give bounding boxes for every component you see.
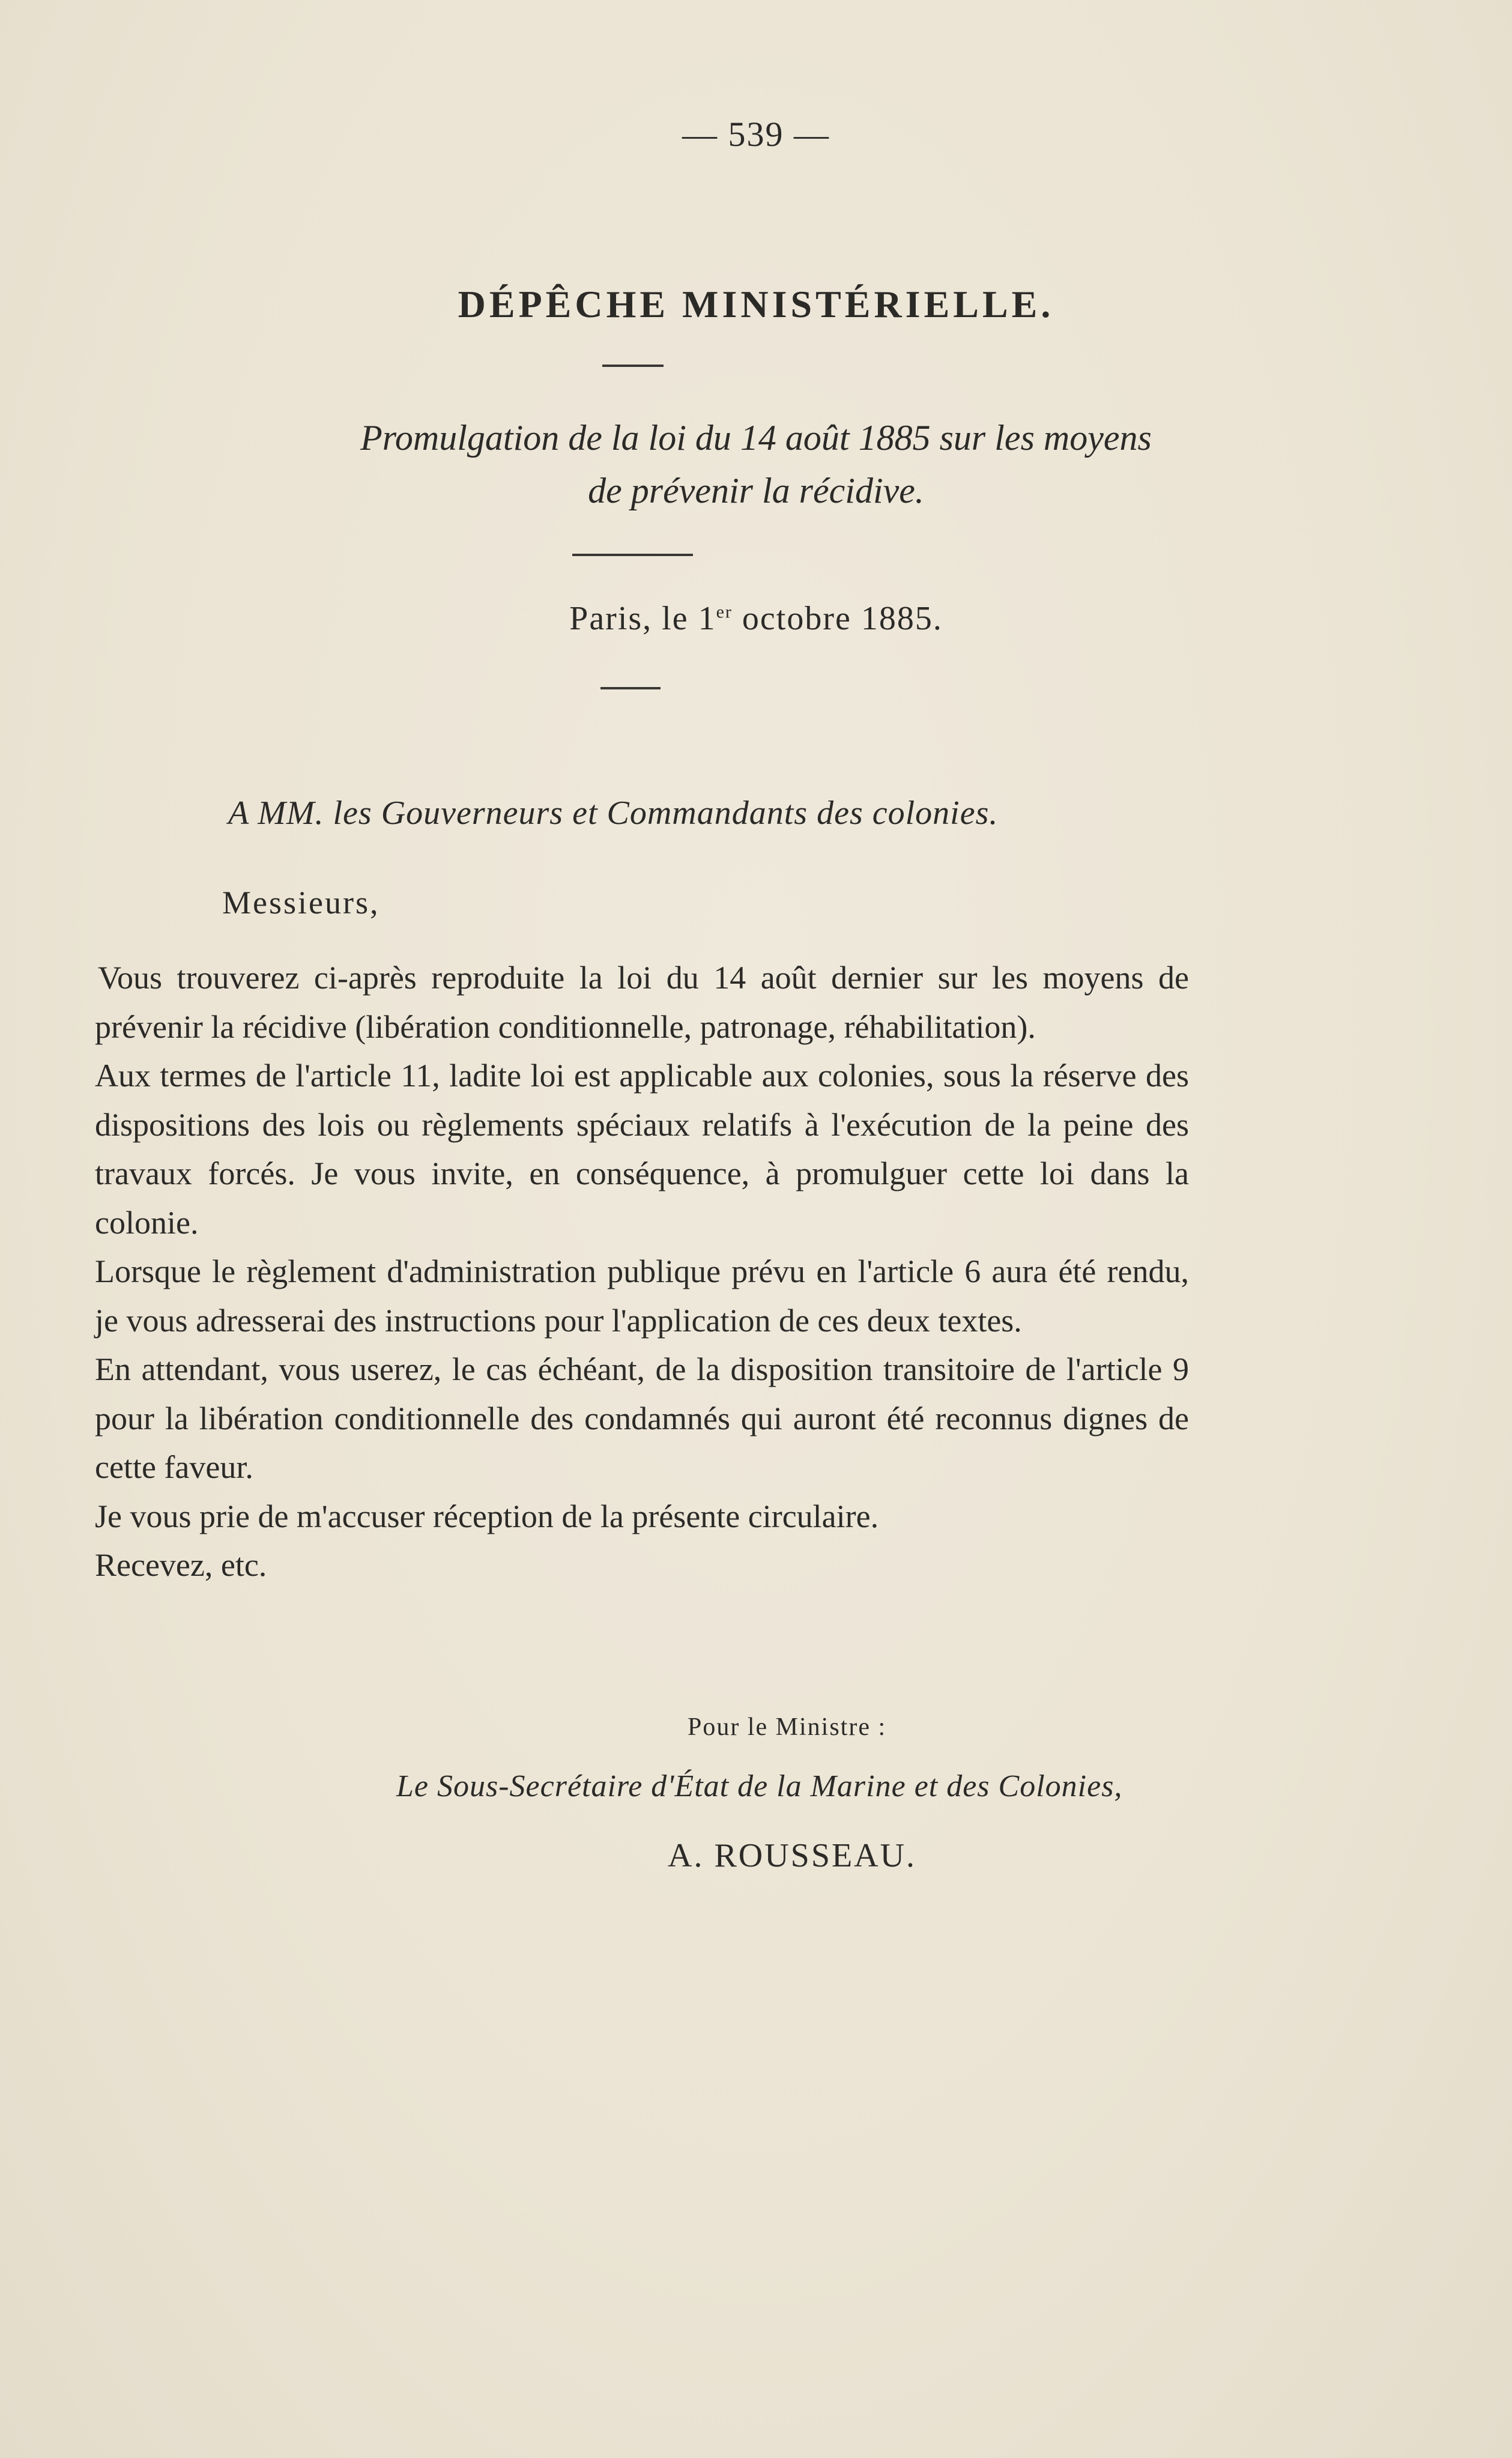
subject-line-2: de prévenir la récidive. — [588, 471, 924, 510]
signer-name: A. ROUSSEAU. — [668, 1837, 917, 1874]
divider-rule — [602, 365, 664, 367]
divider-rule — [572, 554, 693, 556]
paragraph: Je vous prie de m'accuser réception de la présente circulaire. — [95, 1498, 879, 1534]
paragraph: Vous trouverez ci-après reproduite la loi du 14 août dernier sur les moyens de prévenir la récidive (libération conditionnelle, patronage, réhabilitation). — [95, 960, 1189, 1045]
salutation: Messieurs, — [222, 885, 380, 921]
document-title: DÉPÊCHE MINISTÉRIELLE. — [458, 283, 1054, 325]
subject-line-1: Promulgation de la loi du 14 août 1885 sur les moyens — [360, 418, 1152, 458]
paragraph: Lorsque le règlement d'administration publique prévu en l'article 6 aura été rendu, je vous adresserai des instructions pour l'application de ces deux textes. — [95, 1253, 1189, 1339]
letter-body — [95, 954, 1189, 1590]
dateline-suffix: octobre 1885. — [732, 600, 943, 637]
paragraph: Aux termes de l'article 11, ladite loi est applicable aux colonies, sous la réserve des dispositions des lois ou règlements spéciaux relatifs à l'exécution de la peine des travaux forcés. Je vous invite, en conséquence, à promulguer cette loi dans la colonie. — [95, 1058, 1189, 1241]
page-number: — 539 — — [682, 115, 830, 154]
signer-title: Le Sous-Secrétaire d'État de la Marine et des Colonies, — [396, 1769, 1123, 1803]
paragraph: En attendant, vous userez, le cas échéant, de la disposition transitoire de l'article 9 pour la libération conditionnelle des condamnés qui auront été reconnus dignes de cette faveur. — [95, 1351, 1189, 1485]
divider-rule — [600, 687, 661, 689]
addressee: A MM. les Gouverneurs et Commandants des colonies. — [228, 795, 999, 832]
subject-heading — [150, 411, 1362, 517]
paragraph: Recevez, etc. — [95, 1547, 267, 1583]
dateline-sup: er — [716, 602, 733, 622]
dateline-prefix: Paris, le 1 — [569, 600, 716, 637]
dateline — [0, 599, 1512, 638]
signature-pour: Pour le Ministre : — [688, 1713, 887, 1741]
